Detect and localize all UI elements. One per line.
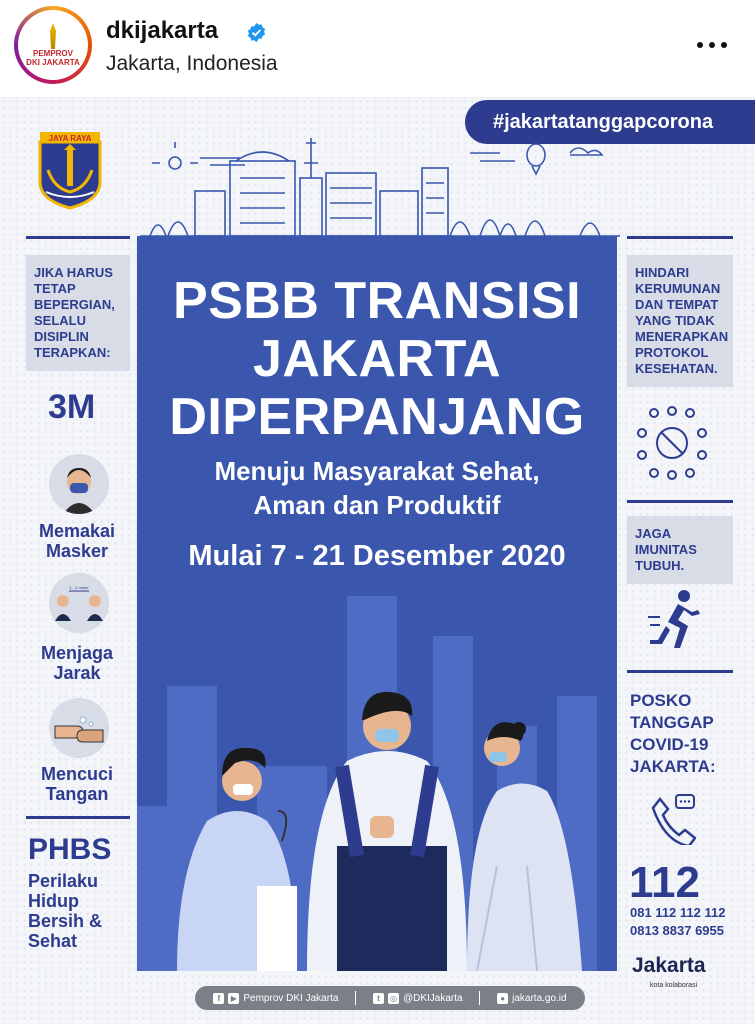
hand-wash-icon xyxy=(49,698,109,758)
jakarta-emblem-icon xyxy=(36,130,104,210)
hotline-number: 112 xyxy=(629,858,700,907)
verified-badge-icon xyxy=(246,22,267,43)
no-crowd-icon xyxy=(634,403,710,483)
facebook-icon: f xyxy=(213,993,224,1004)
3m-heading: 3M xyxy=(48,388,96,426)
mencuci-tangan-label: Mencuci Tangan xyxy=(40,764,114,804)
social-footer-bar xyxy=(195,986,585,1010)
youtube-icon: ▶ xyxy=(228,993,239,1004)
monas-tower-icon xyxy=(48,23,58,49)
phbs-lines: Perilaku Hidup Bersih & Sehat xyxy=(28,871,103,951)
immunity-box: JAGA IMUNITAS TUBUH. xyxy=(627,516,733,584)
post-header xyxy=(0,0,755,98)
post-image-poster xyxy=(0,98,755,1024)
avatar-text: PEMPROV DKI JAKARTA xyxy=(26,49,80,67)
distance-label: 1 - 2 meter xyxy=(69,585,89,590)
phbs-title: PHBS xyxy=(28,833,112,866)
divider xyxy=(627,236,733,239)
avoid-crowds-box: HINDARI KERUMUNAN DAN TEMPAT YANG TIDAK MENERAPKAN PROTOKOL KESEHATAN. xyxy=(627,255,733,387)
more-options-icon[interactable] xyxy=(692,34,732,56)
right-info-column xyxy=(627,236,733,387)
divider xyxy=(26,236,130,239)
menjaga-jarak-label: Menjaga Jarak xyxy=(40,643,114,683)
divider xyxy=(627,500,733,503)
footer-twitter-instagram: t ◎ @DKIJakarta xyxy=(373,993,463,1004)
jakarta-logo-tagline: kota kolaborasi xyxy=(650,982,698,989)
poster-subtitle: Menuju Masyarakat Sehat, Aman dan Produktif xyxy=(214,456,540,520)
footer-website: ● jakarta.go.id xyxy=(497,993,566,1004)
poster-title: PSBB TRANSISI JAKARTA DIPERPANJANG xyxy=(169,272,585,446)
phone-numbers: 081 112 112 112 0813 8837 6955 xyxy=(630,905,726,938)
social-distance-icon xyxy=(49,573,109,633)
mask-face-icon xyxy=(49,454,109,514)
phone-call-icon xyxy=(650,793,696,845)
instagram-icon: ◎ xyxy=(388,993,399,1004)
footer-separator xyxy=(479,991,480,1005)
poster-date: Mulai 7 - 21 Desember 2020 xyxy=(188,540,566,572)
footer-facebook-youtube: f ▶ Pemprov DKI Jakarta xyxy=(213,993,338,1004)
posko-heading: POSKO TANGGAP COVID-19 JAKARTA: xyxy=(630,691,716,776)
footer-separator xyxy=(355,991,356,1005)
jakarta-logo: Jakarta xyxy=(632,954,706,977)
left-info-column xyxy=(26,236,130,371)
avatar-image xyxy=(18,10,88,80)
people-with-masks-illustration xyxy=(137,586,617,971)
divider xyxy=(627,670,733,673)
twitter-icon: t xyxy=(373,993,384,1004)
svg-text:JAYA RAYA: JAYA RAYA xyxy=(48,134,92,143)
main-blue-panel xyxy=(137,236,617,971)
account-name[interactable]: dkijakarta xyxy=(106,17,219,44)
hashtag-banner: #jakartatanggapcorona xyxy=(465,100,755,144)
globe-icon: ● xyxy=(497,993,508,1004)
post-location[interactable]: Jakarta, Indonesia xyxy=(106,52,278,75)
divider xyxy=(26,816,130,819)
running-person-icon xyxy=(648,588,704,658)
memakai-masker-label: Memakai Masker xyxy=(38,521,116,561)
city-skyline-illustration xyxy=(140,133,620,238)
travel-discipline-box: JIKA HARUS TETAP BEPERGIAN, SELALU DISIPLIN TERAPKAN: xyxy=(26,255,130,371)
profile-avatar[interactable] xyxy=(14,6,92,84)
